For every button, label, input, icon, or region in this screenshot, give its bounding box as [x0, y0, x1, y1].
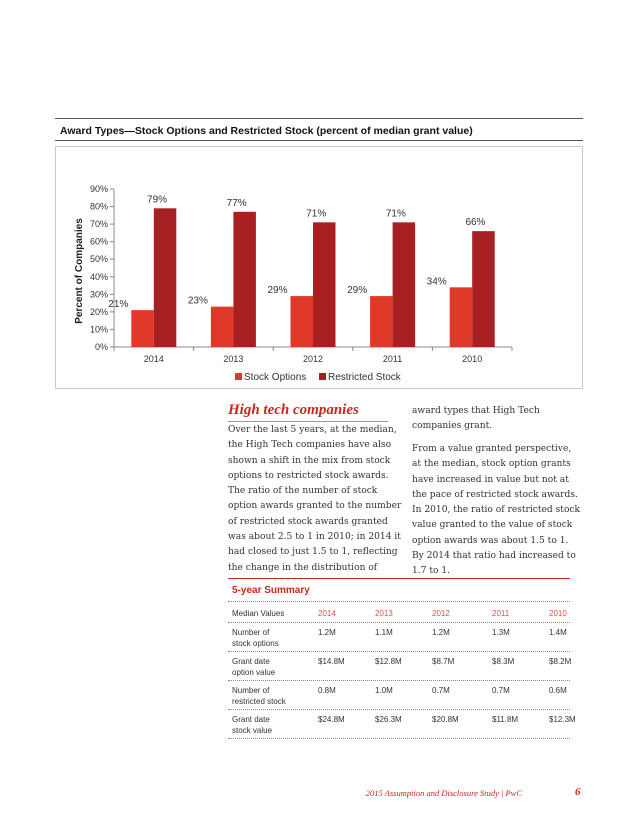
- page-number: 6: [575, 786, 581, 798]
- x-tick-label: 2014: [143, 354, 164, 364]
- section-heading: High tech companies: [228, 402, 359, 418]
- bar-stock-options: [131, 310, 154, 347]
- bar-stock-options: [211, 307, 234, 347]
- y-tick-label: 10%: [89, 324, 108, 335]
- body-column-left: Over the last 5 years, at the median, the High Tech companies have also shown a shift in the mix from stock options to restricted stock awards. The ratio of the number of stock option awards granted to the number of restricted stock awards granted was about 2.5 to 1 in 2010; in 2014 it had closed to just 1.5 to 1, reflecting the change in the distribution of: [228, 425, 402, 573]
- summary-row-label: Number of: [232, 628, 270, 637]
- summary-cell: $12.3M: [549, 715, 576, 724]
- summary-header-year: 2011: [492, 609, 510, 618]
- y-tick-label: 20%: [89, 306, 108, 317]
- summary-cell: 1.2M: [318, 628, 336, 637]
- summary-cell: $14.8M: [318, 657, 345, 666]
- summary-cell: 1.1M: [375, 628, 393, 637]
- summary-header-year: 2012: [432, 609, 450, 618]
- x-tick-label: 2013: [223, 354, 244, 364]
- body-column-right: From a value granted perspective, at the median, stock option grants have increased in value but not at the pace of restricted stock awards. In 2010, the ratio of restricted stock value granted to the value of stock option awards was about 1.5 to 1. By 2014 that ratio had increased to 1.7 to 1.: [412, 444, 581, 577]
- summary-header-year: 2013: [375, 609, 393, 618]
- summary-divider: [228, 709, 570, 710]
- bar-restricted-stock: [472, 231, 495, 347]
- body-column-right-intro: award types that High Tech companies grant.: [412, 406, 540, 432]
- summary-header-label: Median Values: [232, 609, 285, 618]
- summary-cell: 1.2M: [432, 628, 450, 637]
- summary-cell: 1.3M: [492, 628, 510, 637]
- data-label: 71%: [385, 208, 406, 220]
- summary-cell: 0.6M: [549, 686, 567, 695]
- summary-top-rule: [228, 578, 570, 579]
- summary-cell: $20.8M: [432, 715, 459, 724]
- summary-cell: $8.3M: [492, 657, 515, 666]
- summary-row-label: option value: [232, 668, 276, 677]
- summary-divider: [228, 622, 570, 623]
- legend-swatch: [319, 373, 326, 380]
- summary-header-year: 2014: [318, 609, 336, 618]
- footer-text: 2015 Assumption and Disclosure Study | PwC: [365, 788, 522, 798]
- data-label: 77%: [226, 197, 247, 209]
- summary-cell: 0.7M: [432, 686, 450, 695]
- y-tick-label: 0%: [94, 342, 108, 352]
- bar-stock-options: [450, 287, 473, 347]
- summary-row-label: stock value: [232, 726, 273, 735]
- data-label: 34%: [426, 276, 447, 288]
- summary-cell: 0.8M: [318, 686, 336, 695]
- y-tick-label: 40%: [89, 271, 108, 282]
- bar-stock-options: [291, 296, 314, 347]
- legend-label: Stock Options: [244, 372, 307, 383]
- bar-stock-options: [370, 296, 393, 347]
- bar-chart: [55, 146, 583, 389]
- summary-cell: $26.3M: [375, 715, 402, 724]
- y-tick-label: 90%: [89, 184, 108, 194]
- summary-cell: 1.0M: [375, 686, 393, 695]
- title-rule: [55, 140, 583, 141]
- legend-label: Restricted Stock: [328, 372, 401, 383]
- summary-row-label: restricted stock: [232, 697, 286, 706]
- summary-row-label: Number of: [232, 686, 270, 695]
- data-label: 29%: [267, 285, 288, 297]
- y-axis-title: Percent of Companies: [74, 218, 85, 324]
- heading-rule: [228, 421, 388, 422]
- summary-cell: $12.8M: [375, 657, 402, 666]
- data-label: 21%: [108, 299, 129, 311]
- y-tick-label: 50%: [89, 254, 108, 265]
- bar-restricted-stock: [313, 222, 336, 347]
- chart-bars: [108, 194, 494, 347]
- y-tick-label: 80%: [89, 201, 108, 212]
- summary-cell: $24.8M: [318, 715, 345, 724]
- legend-swatch: [235, 373, 242, 380]
- y-tick-label: 70%: [89, 219, 108, 230]
- x-tick-label: 2011: [382, 354, 403, 364]
- summary-row-label: Grant date: [232, 657, 270, 666]
- data-label: 79%: [147, 194, 168, 206]
- chart-legend: [235, 372, 402, 383]
- summary-cell: 0.7M: [492, 686, 510, 695]
- summary-divider: [228, 738, 570, 739]
- data-label: 66%: [465, 217, 486, 229]
- bar-restricted-stock: [393, 222, 416, 347]
- summary-divider: [228, 651, 570, 652]
- summary-divider: [228, 601, 570, 602]
- summary-cell: 1.4M: [549, 628, 567, 637]
- top-rule: [55, 118, 583, 119]
- x-tick-label: 2010: [462, 354, 483, 364]
- summary-row-label: stock options: [232, 639, 279, 648]
- summary-cell: $8.2M: [549, 657, 572, 666]
- summary-divider: [228, 680, 570, 681]
- y-tick-label: 60%: [89, 236, 108, 247]
- data-label: 29%: [347, 285, 368, 297]
- data-label: 23%: [187, 295, 208, 307]
- summary-cell: $8.7M: [432, 657, 455, 666]
- summary-title: 5-year Summary: [232, 585, 310, 596]
- summary-row-label: Grant date: [232, 715, 270, 724]
- x-tick-label: 2012: [302, 354, 324, 364]
- summary-header-year: 2010: [549, 609, 567, 618]
- chart-title: Award Types—Stock Options and Restricted Stock (percent of median grant value): [60, 125, 473, 137]
- y-tick-label: 30%: [89, 289, 108, 300]
- data-label: 71%: [306, 208, 327, 220]
- summary-cell: $11.8M: [492, 715, 519, 724]
- bar-restricted-stock: [233, 212, 256, 347]
- bar-restricted-stock: [154, 208, 177, 347]
